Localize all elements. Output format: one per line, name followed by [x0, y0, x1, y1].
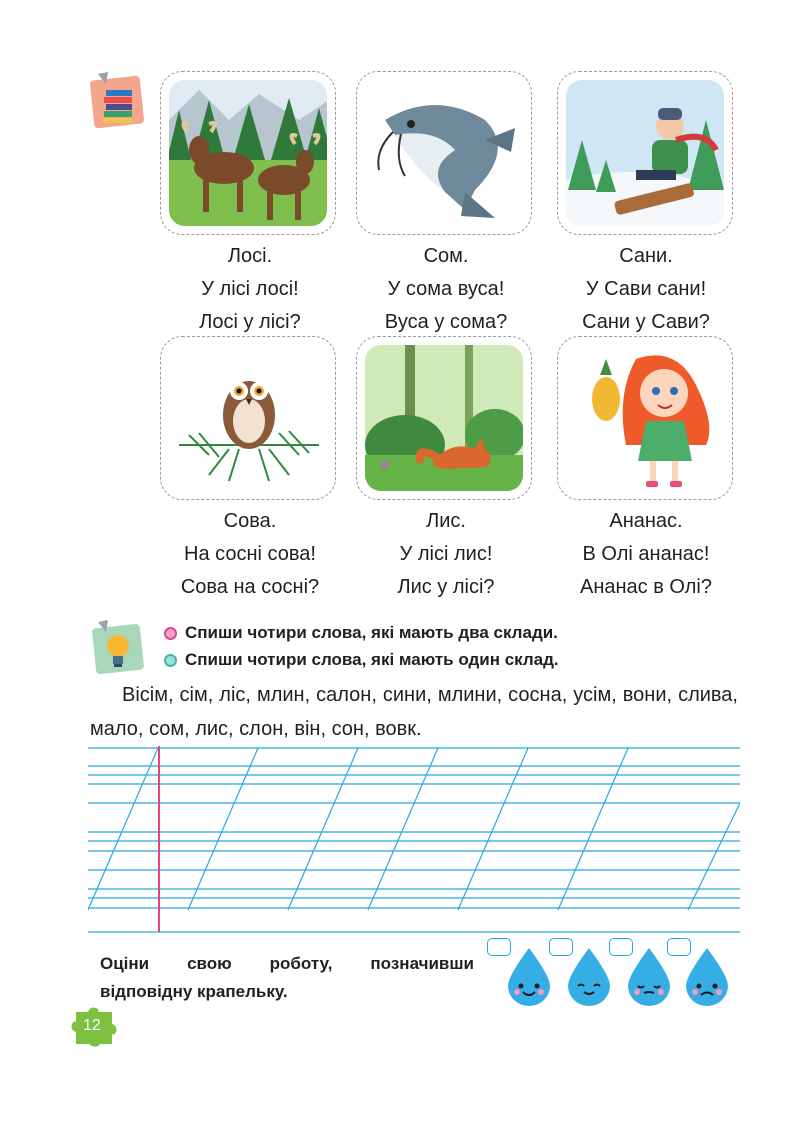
handwriting-lines	[88, 746, 740, 936]
page-number-badge	[70, 1006, 120, 1048]
caption-line: Лис.	[426, 510, 466, 532]
bullet-pink-icon	[164, 627, 177, 640]
caption-line: Вуса у сома?	[384, 311, 508, 333]
caption-line: Ананас.	[609, 510, 683, 532]
caption-catfish	[346, 242, 546, 336]
caption-fox	[346, 507, 546, 601]
books-section-icon	[86, 70, 148, 132]
caption-owl	[150, 507, 350, 601]
caption-line: У Сави сани!	[585, 278, 707, 300]
lightbulb-task-icon	[88, 618, 148, 678]
happy-drop-icon[interactable]	[506, 946, 552, 1011]
caption-line: Сани.	[619, 245, 673, 267]
caption-line: В Олі ананас!	[582, 543, 710, 565]
self-assessment-text	[100, 950, 474, 1006]
task-text: Спиши чотири слова, які мають один склад.	[185, 650, 559, 669]
caption-line: На сосні сова!	[184, 543, 316, 565]
catfish-picture-card	[356, 71, 532, 235]
fox-picture-card	[356, 336, 532, 500]
caption-line: У лісі лис!	[399, 543, 493, 565]
caption-line: У лісі лосі!	[201, 278, 299, 300]
caption-line: Сова на сосні?	[180, 576, 320, 598]
task-one-syllable	[164, 650, 559, 670]
owl-picture-card	[160, 336, 336, 500]
caption-line: Сом.	[423, 245, 469, 267]
caption-line: Сани у Сави?	[582, 311, 710, 333]
caption-line: Лис у лісі?	[397, 576, 495, 598]
task-text: Спиши чотири слова, які мають два склади.	[185, 623, 558, 642]
bullet-teal-icon	[164, 654, 177, 667]
sad-drop-icon[interactable]	[684, 946, 730, 1011]
caption-line: У сома вуса!	[387, 278, 505, 300]
caption-line: Лосі у лісі?	[199, 311, 301, 333]
caption-moose	[150, 242, 350, 336]
caption-line: Ананас в Олі?	[580, 576, 712, 598]
caption-line: Сова.	[223, 510, 277, 532]
neutral-drop-icon[interactable]	[626, 946, 672, 1011]
sled-picture-card	[557, 71, 733, 235]
page-number: 12	[83, 1017, 101, 1034]
self-assessment-line: відповідну крапельку.	[100, 982, 288, 1001]
moose-picture-card	[160, 71, 336, 235]
content-drop-icon[interactable]	[566, 946, 612, 1011]
self-assessment-line: Оціни свою роботу, позначивши	[100, 954, 474, 973]
words-paragraph: Вісім, сім, ліс, млин, салон, сини, млини, сосна, усім, вони, слива, мало, сом, лис, слон, він, сон, вовк.	[90, 684, 738, 740]
caption-line: Лосі.	[227, 245, 273, 267]
caption-sled	[546, 242, 746, 336]
caption-girl	[546, 507, 746, 601]
girl-with-pineapple-picture-card	[557, 336, 733, 500]
task-two-syllables	[164, 623, 558, 643]
